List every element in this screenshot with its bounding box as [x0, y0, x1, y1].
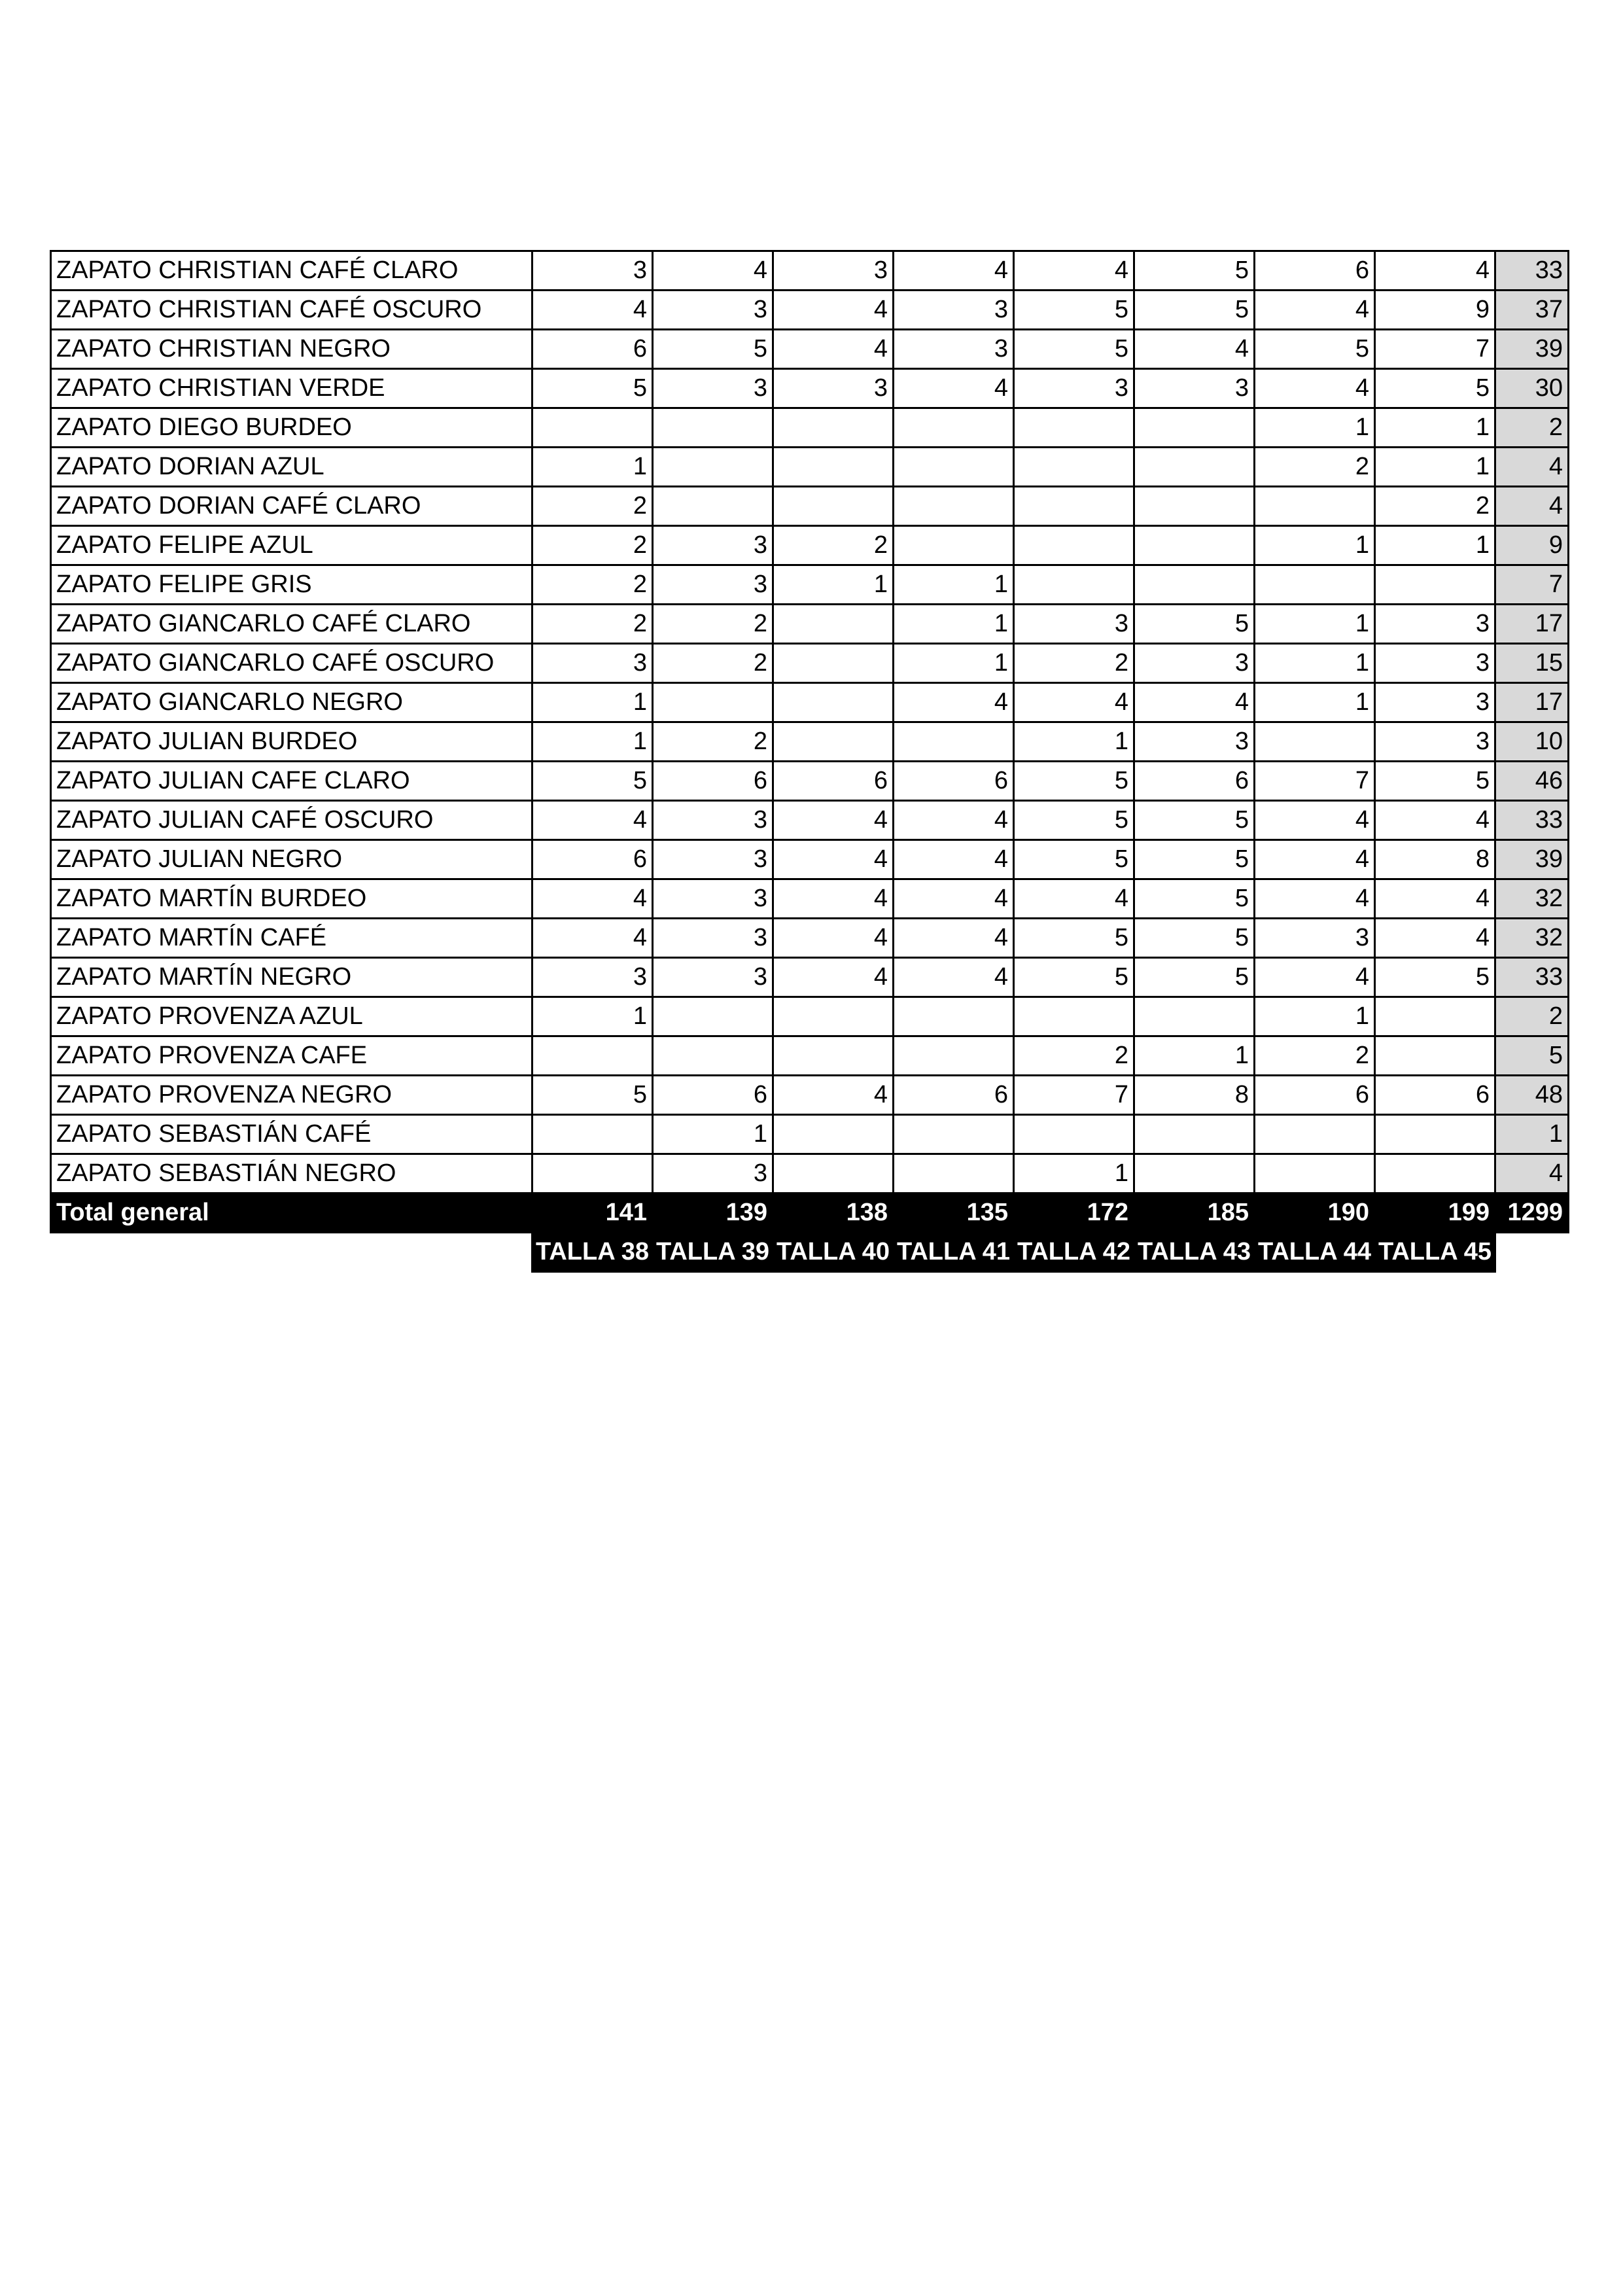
- quantity-cell: 1: [1375, 526, 1495, 565]
- quantity-cell: [1014, 565, 1134, 605]
- quantity-cell: 2: [1255, 1036, 1375, 1076]
- quantity-cell: 5: [1375, 762, 1495, 801]
- product-name-cell: ZAPATO PROVENZA NEGRO: [51, 1076, 532, 1115]
- quantity-cell: 3: [653, 879, 773, 919]
- quantity-cell: [894, 408, 1014, 448]
- row-total-cell: 37: [1495, 291, 1569, 330]
- size-column-header: TALLA 38: [532, 1233, 653, 1272]
- quantity-cell: [773, 408, 894, 448]
- quantity-cell: [1134, 526, 1255, 565]
- quantity-cell: [1014, 997, 1134, 1036]
- quantity-cell: [1014, 1115, 1134, 1154]
- product-name-cell: ZAPATO MARTÍN BURDEO: [51, 879, 532, 919]
- header-spacer: [1495, 1233, 1569, 1272]
- quantity-cell: 3: [1375, 605, 1495, 644]
- table-row: [51, 879, 1569, 919]
- quantity-cell: 6: [1134, 762, 1255, 801]
- product-name-cell: ZAPATO DORIAN AZUL: [51, 448, 532, 487]
- quantity-cell: 5: [1014, 330, 1134, 369]
- product-name-cell: ZAPATO MARTÍN NEGRO: [51, 958, 532, 997]
- quantity-cell: 3: [773, 251, 894, 291]
- table-row: [51, 251, 1569, 291]
- table-row: [51, 1076, 1569, 1115]
- size-column-header: TALLA 44: [1255, 1233, 1375, 1272]
- quantity-cell: 1: [1375, 448, 1495, 487]
- quantity-cell: [773, 487, 894, 526]
- quantity-cell: 3: [532, 644, 653, 683]
- quantity-cell: 5: [1134, 919, 1255, 958]
- quantity-cell: 5: [1134, 251, 1255, 291]
- quantity-cell: 2: [773, 526, 894, 565]
- quantity-cell: 4: [894, 683, 1014, 722]
- quantity-cell: 4: [1014, 879, 1134, 919]
- quantity-cell: 2: [532, 565, 653, 605]
- quantity-cell: 5: [1134, 291, 1255, 330]
- quantity-cell: [894, 526, 1014, 565]
- quantity-cell: 4: [894, 919, 1014, 958]
- quantity-cell: 1: [773, 565, 894, 605]
- quantity-cell: [1134, 487, 1255, 526]
- table-body: [51, 251, 1569, 1272]
- quantity-cell: [1255, 1154, 1375, 1193]
- quantity-cell: 5: [1014, 958, 1134, 997]
- table-row: [51, 840, 1569, 879]
- table-row: [51, 605, 1569, 644]
- quantity-cell: 4: [1375, 919, 1495, 958]
- quantity-cell: 4: [773, 958, 894, 997]
- quantity-cell: 3: [653, 526, 773, 565]
- quantity-cell: 3: [532, 958, 653, 997]
- product-name-cell: ZAPATO PROVENZA CAFE: [51, 1036, 532, 1076]
- table-row: [51, 448, 1569, 487]
- product-name-cell: ZAPATO JULIAN BURDEO: [51, 722, 532, 762]
- row-total-cell: 46: [1495, 762, 1569, 801]
- grand-total-row: [51, 1193, 1569, 1233]
- quantity-cell: [894, 448, 1014, 487]
- quantity-cell: 4: [894, 879, 1014, 919]
- product-name-cell: ZAPATO JULIAN CAFE CLARO: [51, 762, 532, 801]
- row-total-cell: 39: [1495, 330, 1569, 369]
- quantity-cell: 5: [532, 1076, 653, 1115]
- product-name-cell: ZAPATO CHRISTIAN NEGRO: [51, 330, 532, 369]
- row-total-cell: 32: [1495, 919, 1569, 958]
- quantity-cell: [1134, 448, 1255, 487]
- quantity-cell: 5: [1014, 291, 1134, 330]
- grand-total-label: Total general: [51, 1193, 532, 1233]
- quantity-cell: [894, 487, 1014, 526]
- stock-by-size-table: [50, 250, 1569, 1273]
- size-column-header: TALLA 40: [773, 1233, 894, 1272]
- product-name-cell: ZAPATO CHRISTIAN CAFÉ CLARO: [51, 251, 532, 291]
- quantity-cell: 1: [1134, 1036, 1255, 1076]
- quantity-cell: [1134, 1154, 1255, 1193]
- quantity-cell: 6: [894, 1076, 1014, 1115]
- column-total-cell: 139: [653, 1193, 773, 1233]
- quantity-cell: [1134, 565, 1255, 605]
- quantity-cell: 4: [653, 251, 773, 291]
- quantity-cell: 6: [894, 762, 1014, 801]
- table-row: [51, 487, 1569, 526]
- product-name-cell: ZAPATO SEBASTIÁN NEGRO: [51, 1154, 532, 1193]
- quantity-cell: 3: [1014, 605, 1134, 644]
- quantity-cell: 4: [1014, 683, 1134, 722]
- row-total-cell: 4: [1495, 1154, 1569, 1193]
- table-row: [51, 722, 1569, 762]
- product-name-cell: ZAPATO GIANCARLO CAFÉ OSCURO: [51, 644, 532, 683]
- row-total-cell: 10: [1495, 722, 1569, 762]
- quantity-cell: [532, 1036, 653, 1076]
- quantity-cell: 1: [1375, 408, 1495, 448]
- quantity-cell: 8: [1375, 840, 1495, 879]
- quantity-cell: 2: [1255, 448, 1375, 487]
- row-total-cell: 48: [1495, 1076, 1569, 1115]
- grand-total-value: 1299: [1495, 1193, 1569, 1233]
- quantity-cell: 5: [1134, 879, 1255, 919]
- quantity-cell: [532, 1115, 653, 1154]
- quantity-cell: 6: [653, 762, 773, 801]
- quantity-cell: 3: [653, 291, 773, 330]
- row-total-cell: 39: [1495, 840, 1569, 879]
- row-total-cell: 17: [1495, 683, 1569, 722]
- quantity-cell: 1: [894, 644, 1014, 683]
- quantity-cell: 1: [1255, 644, 1375, 683]
- row-total-cell: 2: [1495, 408, 1569, 448]
- product-name-cell: ZAPATO DORIAN CAFÉ CLARO: [51, 487, 532, 526]
- quantity-cell: [773, 448, 894, 487]
- quantity-cell: [773, 683, 894, 722]
- quantity-cell: 1: [894, 565, 1014, 605]
- quantity-cell: 1: [532, 683, 653, 722]
- quantity-cell: 9: [1375, 291, 1495, 330]
- quantity-cell: 3: [1134, 369, 1255, 408]
- quantity-cell: 4: [532, 801, 653, 840]
- quantity-cell: 4: [1014, 251, 1134, 291]
- product-name-cell: ZAPATO GIANCARLO NEGRO: [51, 683, 532, 722]
- quantity-cell: 5: [1255, 330, 1375, 369]
- quantity-cell: 4: [1255, 958, 1375, 997]
- quantity-cell: 6: [773, 762, 894, 801]
- quantity-cell: 3: [1375, 683, 1495, 722]
- quantity-cell: 3: [653, 1154, 773, 1193]
- quantity-cell: 4: [1134, 683, 1255, 722]
- quantity-cell: 1: [532, 997, 653, 1036]
- product-name-cell: ZAPATO MARTÍN CAFÉ: [51, 919, 532, 958]
- quantity-cell: 1: [1255, 683, 1375, 722]
- quantity-cell: 4: [773, 291, 894, 330]
- quantity-cell: 3: [653, 919, 773, 958]
- quantity-cell: 5: [1375, 369, 1495, 408]
- quantity-cell: 3: [1134, 644, 1255, 683]
- row-total-cell: 33: [1495, 801, 1569, 840]
- quantity-cell: 1: [894, 605, 1014, 644]
- quantity-cell: 4: [1255, 291, 1375, 330]
- quantity-cell: [1375, 997, 1495, 1036]
- quantity-cell: [1134, 997, 1255, 1036]
- row-total-cell: 33: [1495, 958, 1569, 997]
- quantity-cell: 2: [1014, 644, 1134, 683]
- quantity-cell: [653, 683, 773, 722]
- quantity-cell: 6: [1255, 1076, 1375, 1115]
- quantity-cell: [653, 448, 773, 487]
- quantity-cell: [1134, 408, 1255, 448]
- quantity-cell: 5: [1014, 840, 1134, 879]
- quantity-cell: [653, 1036, 773, 1076]
- quantity-cell: [1014, 448, 1134, 487]
- quantity-cell: 4: [532, 291, 653, 330]
- quantity-cell: 4: [1255, 369, 1375, 408]
- quantity-cell: 3: [653, 565, 773, 605]
- quantity-cell: 3: [1134, 722, 1255, 762]
- quantity-cell: [653, 487, 773, 526]
- quantity-cell: 4: [773, 919, 894, 958]
- size-column-header: TALLA 39: [653, 1233, 773, 1272]
- quantity-cell: 7: [1375, 330, 1495, 369]
- quantity-cell: 4: [1255, 840, 1375, 879]
- quantity-cell: 3: [1255, 919, 1375, 958]
- quantity-cell: 2: [653, 605, 773, 644]
- quantity-cell: [1014, 526, 1134, 565]
- row-total-cell: 32: [1495, 879, 1569, 919]
- quantity-cell: 5: [1014, 762, 1134, 801]
- quantity-cell: 1: [1255, 526, 1375, 565]
- row-total-cell: 17: [1495, 605, 1569, 644]
- table-row: [51, 1115, 1569, 1154]
- product-name-cell: ZAPATO FELIPE AZUL: [51, 526, 532, 565]
- quantity-cell: 3: [653, 840, 773, 879]
- quantity-cell: 4: [1134, 330, 1255, 369]
- product-name-cell: ZAPATO JULIAN NEGRO: [51, 840, 532, 879]
- quantity-cell: [1255, 1115, 1375, 1154]
- quantity-cell: 5: [532, 369, 653, 408]
- quantity-cell: [1375, 1036, 1495, 1076]
- quantity-cell: [773, 644, 894, 683]
- quantity-cell: [1375, 565, 1495, 605]
- table-row: [51, 958, 1569, 997]
- quantity-cell: [1255, 565, 1375, 605]
- size-column-header: TALLA 42: [1014, 1233, 1134, 1272]
- quantity-cell: 5: [1134, 605, 1255, 644]
- quantity-cell: [1255, 487, 1375, 526]
- quantity-cell: 5: [1014, 919, 1134, 958]
- table-row: [51, 683, 1569, 722]
- quantity-cell: [894, 1036, 1014, 1076]
- quantity-cell: [653, 408, 773, 448]
- column-total-cell: 135: [894, 1193, 1014, 1233]
- table-row: [51, 369, 1569, 408]
- quantity-cell: 4: [532, 879, 653, 919]
- quantity-cell: 4: [894, 958, 1014, 997]
- product-name-cell: ZAPATO CHRISTIAN CAFÉ OSCURO: [51, 291, 532, 330]
- quantity-cell: 7: [1255, 762, 1375, 801]
- quantity-cell: 4: [894, 840, 1014, 879]
- row-total-cell: 15: [1495, 644, 1569, 683]
- quantity-cell: 4: [773, 801, 894, 840]
- quantity-cell: 5: [532, 762, 653, 801]
- quantity-cell: 4: [773, 1076, 894, 1115]
- quantity-cell: 5: [1134, 840, 1255, 879]
- quantity-cell: 6: [653, 1076, 773, 1115]
- quantity-cell: 8: [1134, 1076, 1255, 1115]
- quantity-cell: 5: [1134, 801, 1255, 840]
- quantity-cell: 4: [894, 369, 1014, 408]
- quantity-cell: [773, 1036, 894, 1076]
- quantity-cell: 4: [773, 330, 894, 369]
- product-name-cell: ZAPATO GIANCARLO CAFÉ CLARO: [51, 605, 532, 644]
- quantity-cell: 3: [894, 330, 1014, 369]
- quantity-cell: 2: [532, 605, 653, 644]
- quantity-cell: 1: [1255, 997, 1375, 1036]
- quantity-cell: 3: [773, 369, 894, 408]
- table-row: [51, 1036, 1569, 1076]
- product-name-cell: ZAPATO FELIPE GRIS: [51, 565, 532, 605]
- quantity-cell: [532, 408, 653, 448]
- quantity-cell: 1: [532, 448, 653, 487]
- quantity-cell: [773, 1154, 894, 1193]
- column-total-cell: 185: [1134, 1193, 1255, 1233]
- size-column-header: TALLA 45: [1375, 1233, 1495, 1272]
- quantity-cell: 2: [653, 722, 773, 762]
- quantity-cell: 1: [1255, 605, 1375, 644]
- size-column-header: TALLA 43: [1134, 1233, 1255, 1272]
- quantity-cell: 4: [1375, 801, 1495, 840]
- quantity-cell: 4: [773, 879, 894, 919]
- quantity-cell: 4: [1255, 801, 1375, 840]
- quantity-cell: 5: [1134, 958, 1255, 997]
- quantity-cell: [894, 722, 1014, 762]
- row-total-cell: 5: [1495, 1036, 1569, 1076]
- row-total-cell: 4: [1495, 487, 1569, 526]
- table-row: [51, 526, 1569, 565]
- quantity-cell: 6: [1255, 251, 1375, 291]
- quantity-cell: 5: [1375, 958, 1495, 997]
- row-total-cell: 30: [1495, 369, 1569, 408]
- row-total-cell: 1: [1495, 1115, 1569, 1154]
- quantity-cell: [773, 722, 894, 762]
- quantity-cell: 1: [1255, 408, 1375, 448]
- column-total-cell: 141: [532, 1193, 653, 1233]
- quantity-cell: 7: [1014, 1076, 1134, 1115]
- table-row: [51, 330, 1569, 369]
- table-row: [51, 291, 1569, 330]
- quantity-cell: 2: [532, 487, 653, 526]
- column-total-cell: 190: [1255, 1193, 1375, 1233]
- quantity-cell: 4: [1375, 879, 1495, 919]
- size-column-header: TALLA 41: [894, 1233, 1014, 1272]
- quantity-cell: 3: [1375, 644, 1495, 683]
- table-row: [51, 1154, 1569, 1193]
- quantity-cell: [894, 1154, 1014, 1193]
- quantity-cell: 4: [532, 919, 653, 958]
- quantity-cell: [773, 605, 894, 644]
- quantity-cell: 3: [653, 369, 773, 408]
- quantity-cell: 1: [1014, 1154, 1134, 1193]
- quantity-cell: [894, 1115, 1014, 1154]
- quantity-cell: 3: [1014, 369, 1134, 408]
- quantity-cell: 1: [653, 1115, 773, 1154]
- table-row: [51, 801, 1569, 840]
- table-row: [51, 644, 1569, 683]
- quantity-cell: 3: [532, 251, 653, 291]
- quantity-cell: [1375, 1154, 1495, 1193]
- quantity-cell: [653, 997, 773, 1036]
- column-total-cell: 138: [773, 1193, 894, 1233]
- product-name-cell: ZAPATO PROVENZA AZUL: [51, 997, 532, 1036]
- quantity-cell: [1255, 722, 1375, 762]
- quantity-cell: 4: [1255, 879, 1375, 919]
- quantity-cell: [894, 997, 1014, 1036]
- quantity-cell: 3: [894, 291, 1014, 330]
- quantity-cell: 2: [532, 526, 653, 565]
- table-row: [51, 997, 1569, 1036]
- row-total-cell: 33: [1495, 251, 1569, 291]
- table-row: [51, 762, 1569, 801]
- quantity-cell: 4: [894, 801, 1014, 840]
- row-total-cell: 9: [1495, 526, 1569, 565]
- quantity-cell: [1014, 408, 1134, 448]
- row-total-cell: 4: [1495, 448, 1569, 487]
- quantity-cell: 5: [1014, 801, 1134, 840]
- product-name-cell: ZAPATO DIEGO BURDEO: [51, 408, 532, 448]
- quantity-cell: 3: [653, 958, 773, 997]
- quantity-cell: 3: [1375, 722, 1495, 762]
- quantity-cell: [1134, 1115, 1255, 1154]
- table-row: [51, 408, 1569, 448]
- quantity-cell: 6: [532, 330, 653, 369]
- quantity-cell: [773, 997, 894, 1036]
- row-total-cell: 7: [1495, 565, 1569, 605]
- table-row: [51, 919, 1569, 958]
- quantity-cell: 4: [894, 251, 1014, 291]
- quantity-cell: 4: [1375, 251, 1495, 291]
- quantity-cell: 1: [1014, 722, 1134, 762]
- quantity-cell: 6: [532, 840, 653, 879]
- quantity-cell: [1375, 1115, 1495, 1154]
- quantity-cell: 3: [653, 801, 773, 840]
- quantity-cell: [532, 1154, 653, 1193]
- quantity-cell: 1: [532, 722, 653, 762]
- column-total-cell: 199: [1375, 1193, 1495, 1233]
- column-total-cell: 172: [1014, 1193, 1134, 1233]
- header-spacer: [51, 1233, 532, 1272]
- quantity-cell: 2: [1014, 1036, 1134, 1076]
- product-name-cell: ZAPATO JULIAN CAFÉ OSCURO: [51, 801, 532, 840]
- product-name-cell: ZAPATO SEBASTIÁN CAFÉ: [51, 1115, 532, 1154]
- product-name-cell: ZAPATO CHRISTIAN VERDE: [51, 369, 532, 408]
- size-header-row: [51, 1233, 1569, 1272]
- quantity-cell: 5: [653, 330, 773, 369]
- quantity-cell: 2: [1375, 487, 1495, 526]
- quantity-cell: [773, 1115, 894, 1154]
- quantity-cell: 6: [1375, 1076, 1495, 1115]
- quantity-cell: [1014, 487, 1134, 526]
- quantity-cell: 2: [653, 644, 773, 683]
- row-total-cell: 2: [1495, 997, 1569, 1036]
- table-row: [51, 565, 1569, 605]
- quantity-cell: 4: [773, 840, 894, 879]
